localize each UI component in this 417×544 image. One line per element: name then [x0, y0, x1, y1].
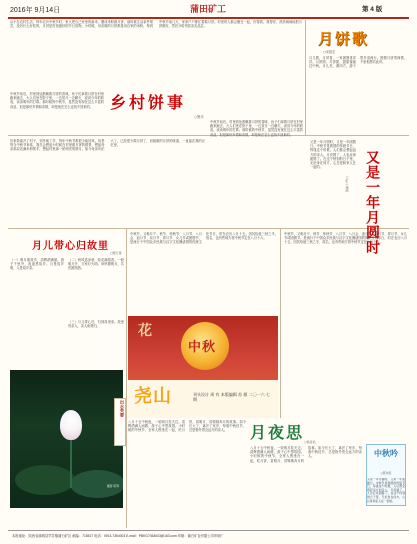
feast-body-top: 从小在农村生活，每年农历中秋节时，家人把自己家里的新米，磨成米粉做月饼，那时候生活条件艰苦，没有什么好吃的，月饼是村里最好的节日食物。小时候，母亲做的月饼都是用自家的米粉，每到中秋节前几天，家家户户都忙着做月饼。村里的人都会聚在一起，你帮我，我帮你，热热闹闹地把月饼做好，然后分给邻居亲友品尝。 [10, 20, 302, 29]
feast-body-left: 中秋节前后，村里到处都飘着月饼的香味，孩子们拿着月饼在村里跑来跑去，大人们坐在院子里，一边赏月一边聊天，说说今年的收成，谈谈明年的打算。那时候的中秋节，虽然没有现在这么丰富的食品，但是那份乡情和亲情，却是现在怎么也找不回来的。 [10, 92, 104, 109]
column-divider [126, 228, 127, 528]
mooncake-song-body: 月儿圆，月饼香，一家团圆喜洋洋。月饼圆，月饼甜，甜甜蜜蜜过中秋。月儿亮，照四方，游子思乡泪两行。圆圆月饼寄深情，千里相思共此时。 [309, 56, 407, 69]
reunion-body-a: 又是一年月圆时，又是一年团圆日。中秋节是我国的传统节日，每逢这个时候，人们都会想起远方的亲人。月亮圆了，人也应该团圆了。在这个特别的日子里，无论身在何方，心总是和家人在一起的。 [310, 140, 356, 170]
moon-homesick-part-3: （三）月儿带心归，归到故里来。故里有亲人，亲人盼我归。 [68, 320, 124, 329]
moon-night-author: ○杨宣松 [304, 440, 316, 444]
lotus-photo [10, 370, 123, 508]
reunion-body-b: 中秋节，又称月夕、秋节、仲秋节、八月节、八月会、追月节、玩月节、拜月节、女儿节或团圆节，是流行于中国众多民族与汉字文化圈诸国的传统文化节日，时在农历八月十五。因其恰值三秋之半，故名，也有些地方将中秋节定在八月十六。 [284, 232, 407, 245]
newspaper-logo: 蒲田矿工 [189, 5, 226, 15]
poster-credits: 刊头设计 周 有 本版编辑 苏 雁 二〇一六·七期 [193, 392, 270, 402]
mid-autumn-poster [128, 316, 278, 418]
moon-night-title: 月夜思 [250, 423, 305, 442]
mooncake-song-author: ○宋振宏 [323, 50, 336, 54]
center-article-text: 中秋节，又称月夕、秋节、仲秋节、八月节、八月会、追月节、玩月节、拜月节、女儿节或团圆节，是流行于中国众多民族与汉字文化圈诸国的传统文化节日，时在农历八月十五。因其恰值三秋之半，故名，也有些地方将中秋节定在八月十六。 [130, 232, 278, 245]
lotus-flower-icon [60, 410, 82, 440]
header-rule [8, 17, 409, 19]
moon-night-body-right: 八月十五中秋夜，一轮明月挂天边。清辉洒满人间路，游子心中思故园。小时候的中秋节，全家人围坐在一起，吃月饼，赏明月，讲嫦娥奔月的故事。如今长大了，离开了家乡，每逢中秋佳节，总是格外思念远方的亲人。 [250, 446, 362, 463]
feast-body-right: 中秋节前后，村里到处都飘着月饼的香味，孩子们拿着月饼在村里跑来跑去，大人们坐在院子里，一边赏月一边聊天，说说今年的收成，谈谈明年的打算。那时候的中秋节，虽然没有现在这么丰富的食品，但是那份乡情和亲情，却是现在怎么也找不回来的。 [210, 120, 303, 137]
chant-body: 又是一年月圆时，又是一年团圆日。中秋节是我国的传统节日，每逢这个时候，人们都会想起远方的亲人。月亮圆了，人也应该团圆了。在这个特别的日子里，无论身在何方，心总是和家人在一起的。 [367, 478, 405, 503]
moon-night-body-left: 八月十五中秋夜，一轮明月挂天边。清辉洒满人间路，游子心中思故园。小时候的中秋节，全家人围坐在一起，吃月饼，赏明月，讲嫦娥奔月的故事。如今长大了，离开了家乡，每逢中秋佳节，总是格外思念远方的亲人。 [128, 420, 246, 433]
feast-body-bottom: 后来我离开了村子，到外地工作，每年中秋节都很少能回家。但是每当中秋节来临，我总会想起小时候在村里做月饼的情景，想起母亲那双沾满米粉的手，想起村里那一轮明亮的圆月。如今母亲年纪大了，已经很少做月饼了，但她做的月饼的味道，一直留在我的记忆里。 [10, 139, 205, 152]
poster-yaoshan-text: 尧山 [134, 386, 172, 407]
lotus-stem-shape [70, 438, 72, 488]
chant-title: 中秋吟 [374, 448, 398, 458]
poster-moon-text: 中秋 [188, 340, 217, 355]
moon-homesick-part-1: （一）明月照故乡，清辉洒满窗。游子千里外，夜夜思故乡。月是故乡明，人是故乡亲。 [10, 258, 64, 271]
photo-title: 出水芙蓉 [120, 400, 125, 417]
section-divider [8, 135, 409, 136]
reunion-author: ○矿工 施丽 [345, 175, 349, 192]
feast-author: ○鲁乐 [194, 115, 204, 119]
footer-rule [8, 530, 409, 531]
mooncake-song-title: 月饼歌 [318, 30, 370, 48]
photo-credit: 摄影 陈辉 [106, 484, 119, 488]
moon-homesick-title: 月儿带心归故里 [32, 241, 109, 252]
column-divider [305, 20, 306, 135]
column-divider [280, 228, 281, 418]
page-number: 第 4 版 [362, 6, 383, 13]
moon-homesick-part-2: （二）秋风送凉意，桂花满园香。一轮明月升，万家灯火明。举杯邀明月，共饮团圆酒。 [68, 258, 124, 271]
section-divider [8, 228, 409, 229]
chant-author: ○陈伟民 [380, 471, 392, 475]
feast-title: 乡村饼事 [110, 93, 187, 112]
issue-date: 2016年 9月14日 [10, 7, 61, 14]
poster-flower-text: 花 [138, 323, 152, 339]
moon-homesick-author: ○陈红星 [110, 251, 122, 255]
footer-info: 本报地址：陕西省蒲城县罕井镇蒲白矿区 邮编：715517 电话：0913-7364003 E-mail：PBKG7364003@163.com 印刷：蒲白矿业有限公司印刷厂 [12, 534, 224, 538]
lotus-leaf-shape [15, 465, 75, 495]
reunion-title: 又是一年月圆时 [364, 150, 380, 255]
